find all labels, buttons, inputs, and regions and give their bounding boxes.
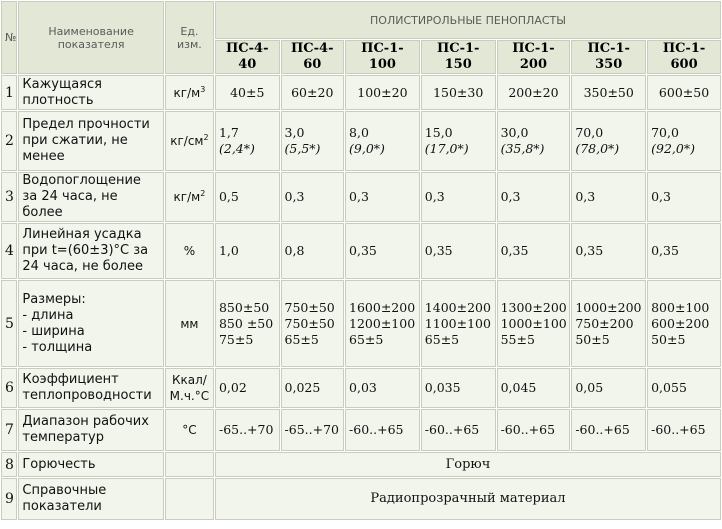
- header-num: №: [1, 1, 17, 74]
- row-unit: [165, 172, 214, 222]
- value-cell: [647, 368, 721, 408]
- value-cell: [421, 280, 496, 367]
- value-cell: [215, 223, 280, 279]
- header-group: ПОЛИСТИРОЛЬНЫЕ ПЕНОПЛАСТЫ: [215, 1, 721, 39]
- row-unit: [165, 280, 214, 367]
- grade-header: ПС-1-150: [421, 40, 496, 74]
- value-text: 0,35: [575, 243, 604, 258]
- value-cell: [647, 111, 721, 171]
- value-cell: [215, 111, 280, 171]
- value-cell: [215, 368, 280, 408]
- value-text: 0,3: [284, 189, 305, 204]
- table-row: [1, 172, 721, 222]
- value-text: 3,0: [284, 125, 305, 140]
- value-text: 0,35: [651, 243, 679, 258]
- unit-superscript: 2: [200, 189, 206, 198]
- value-text: 0,35: [500, 243, 529, 258]
- row-number: 6: [1, 368, 17, 408]
- value-text: 70,0: [575, 125, 604, 140]
- unit-text: кг/см: [170, 134, 204, 148]
- value-text: -65..+70: [218, 422, 274, 437]
- value-text: 60±20: [291, 84, 334, 100]
- value-text: 1000±200 750±200 50±5: [575, 299, 642, 347]
- row-name: Размеры: - длина - ширина - толщина: [18, 280, 163, 367]
- value-cell: [345, 223, 420, 279]
- row-name: Горючесть: [18, 452, 163, 477]
- value-cell: [421, 223, 496, 279]
- table-row: [1, 452, 721, 477]
- value-cell: [647, 172, 721, 222]
- value-text: 70,0: [651, 125, 679, 140]
- value-text: 600±50: [658, 84, 710, 100]
- value-cell: [281, 75, 345, 110]
- unit-text: кг/м: [173, 190, 201, 204]
- value-cell: [345, 409, 420, 451]
- value-cell: [345, 368, 420, 408]
- value-text: 0,35: [349, 243, 377, 258]
- row-name: Линейная усадка при t=(60±3)°С за 24 часа, не более: [18, 223, 163, 279]
- row-span-value: Радиопрозрачный материал: [215, 478, 721, 520]
- value-cell: [421, 368, 496, 408]
- value-cell: [571, 223, 646, 279]
- value-cell: [421, 75, 496, 110]
- row-number: 2: [1, 111, 17, 171]
- value-text: 30,0: [500, 125, 529, 140]
- value-cell: [281, 280, 345, 367]
- value-cell: [215, 75, 280, 110]
- value-cell: [421, 172, 496, 222]
- value-text: -60..+65: [651, 422, 706, 437]
- unit-text: °С: [182, 423, 197, 437]
- value-text: 350±50: [583, 84, 634, 100]
- row-unit: [165, 368, 214, 408]
- value-cell: [497, 75, 571, 110]
- value-text: 800±100 600±200 50±5: [651, 299, 710, 347]
- row-name: Предел прочности при сжатии, не менее: [18, 111, 163, 171]
- header-row-top: [1, 1, 721, 39]
- value-text: -60..+65: [575, 422, 630, 437]
- row-unit: [165, 75, 214, 110]
- grade-header: ПС-4-60: [281, 40, 345, 74]
- grade-header: ПС-4-40: [215, 40, 280, 74]
- value-text: 150±30: [433, 84, 484, 100]
- value-text: 1300±200 1000±100 55±5: [500, 299, 567, 347]
- table-row: [1, 223, 721, 279]
- value-cell: [571, 75, 646, 110]
- unit-text: кг/м: [173, 85, 201, 100]
- unit-superscript: 2: [203, 133, 209, 142]
- value-cell: [281, 172, 345, 222]
- value-text: 0,05: [575, 380, 604, 395]
- row-name: Диапазон рабочих температур: [18, 409, 163, 451]
- value-cell: [571, 111, 646, 171]
- table-row: [1, 368, 721, 408]
- row-number: 7: [1, 409, 17, 451]
- value-cell: [571, 172, 646, 222]
- value-cell: [647, 280, 721, 367]
- table-row: [1, 75, 721, 110]
- value-text: 1600±200 1200±100 65±5: [349, 299, 416, 347]
- header-unit: Ед. изм.: [165, 1, 214, 74]
- value-text: 0,3: [424, 189, 445, 204]
- value-subtext: (9,0*): [349, 141, 385, 156]
- value-subtext: (2,4*): [218, 141, 255, 156]
- value-subtext: (17,0*): [424, 141, 469, 156]
- value-cell: [281, 223, 345, 279]
- value-subtext: (5,5*): [284, 141, 321, 156]
- value-subtext: (35,8*): [500, 141, 545, 156]
- value-text: 0,3: [500, 189, 521, 204]
- row-number: 3: [1, 172, 17, 222]
- value-cell: [421, 111, 496, 171]
- value-cell: [497, 111, 571, 171]
- grade-header: ПС-1-200: [497, 40, 571, 74]
- row-number: 5: [1, 280, 17, 367]
- value-text: 750±50 750±50 65±5: [284, 299, 335, 347]
- value-cell: [497, 172, 571, 222]
- table-row: [1, 409, 721, 451]
- value-cell: [215, 409, 280, 451]
- header-name: Наименование показателя: [18, 1, 163, 74]
- grade-header: ПС-1-600: [647, 40, 721, 74]
- row-span-value: Горюч: [215, 452, 721, 477]
- row-name: Справочные показатели: [18, 478, 163, 520]
- value-cell: [281, 111, 345, 171]
- value-text: 0,3: [349, 189, 369, 204]
- value-cell: [281, 368, 345, 408]
- table-row: [1, 111, 721, 171]
- row-number: 8: [1, 452, 17, 477]
- grade-header: ПС-1-100: [345, 40, 420, 74]
- value-text: 1,7: [218, 125, 239, 140]
- value-cell: [571, 409, 646, 451]
- row-name: Коэффициент теплопроводности: [18, 368, 163, 408]
- value-text: 0,5: [218, 189, 239, 204]
- value-cell: [421, 409, 496, 451]
- value-text: 0,035: [424, 380, 461, 395]
- unit-text: мм: [180, 316, 199, 331]
- value-subtext: (92,0*): [651, 141, 695, 156]
- unit-text: Ккал/ М.ч.°С: [169, 373, 210, 403]
- value-text: -60..+65: [424, 422, 480, 437]
- value-cell: [497, 280, 571, 367]
- value-text: 0,02: [218, 380, 247, 395]
- value-text: 0,3: [575, 189, 596, 204]
- value-cell: [345, 75, 420, 110]
- value-text: 40±5: [230, 84, 265, 100]
- unit-superscript: 3: [200, 84, 206, 94]
- value-cell: [345, 280, 420, 367]
- value-text: 850±50 850 ±50 75±5: [218, 299, 274, 347]
- grade-header: ПС-1-350: [571, 40, 646, 74]
- value-cell: [647, 223, 721, 279]
- value-cell: [571, 280, 646, 367]
- value-cell: [647, 75, 721, 110]
- value-cell: [497, 368, 571, 408]
- row-unit: [165, 111, 214, 171]
- value-text: 0,045: [500, 380, 537, 395]
- row-unit: [165, 478, 214, 520]
- row-name: Кажущаяся плотность: [18, 75, 163, 110]
- value-cell: [215, 172, 280, 222]
- value-cell: [345, 172, 420, 222]
- value-text: 1400±200 1100±100 65±5: [424, 299, 491, 347]
- value-text: 0,055: [651, 380, 687, 395]
- value-text: -65..+70: [284, 422, 339, 437]
- row-number: 1: [1, 75, 17, 110]
- value-text: -60..+65: [349, 422, 404, 437]
- row-unit: [165, 452, 214, 477]
- value-cell: [497, 409, 571, 451]
- unit-text: %: [183, 244, 196, 258]
- value-text: 0,35: [424, 243, 453, 258]
- row-unit: [165, 223, 214, 279]
- value-cell: [215, 280, 280, 367]
- value-text: 0,8: [284, 243, 305, 258]
- table-row: [1, 280, 721, 367]
- value-text: 15,0: [424, 125, 453, 140]
- value-text: 8,0: [349, 125, 369, 140]
- value-cell: [281, 409, 345, 451]
- row-name: Водопоглощение за 24 часа, не более: [18, 172, 163, 222]
- row-number: 4: [1, 223, 17, 279]
- value-cell: [497, 223, 571, 279]
- row-number: 9: [1, 478, 17, 520]
- value-cell: [647, 409, 721, 451]
- value-text: 1,0: [218, 243, 239, 258]
- value-cell: [571, 368, 646, 408]
- table-row: [1, 478, 721, 520]
- value-text: 100±20: [357, 84, 408, 100]
- value-text: 0,03: [349, 380, 377, 395]
- value-text: 0,025: [284, 380, 321, 395]
- value-text: 0,3: [651, 189, 671, 204]
- value-cell: [345, 111, 420, 171]
- value-subtext: (78,0*): [575, 141, 620, 156]
- value-text: 200±20: [508, 84, 559, 100]
- row-unit: [165, 409, 214, 451]
- value-text: -60..+65: [500, 422, 556, 437]
